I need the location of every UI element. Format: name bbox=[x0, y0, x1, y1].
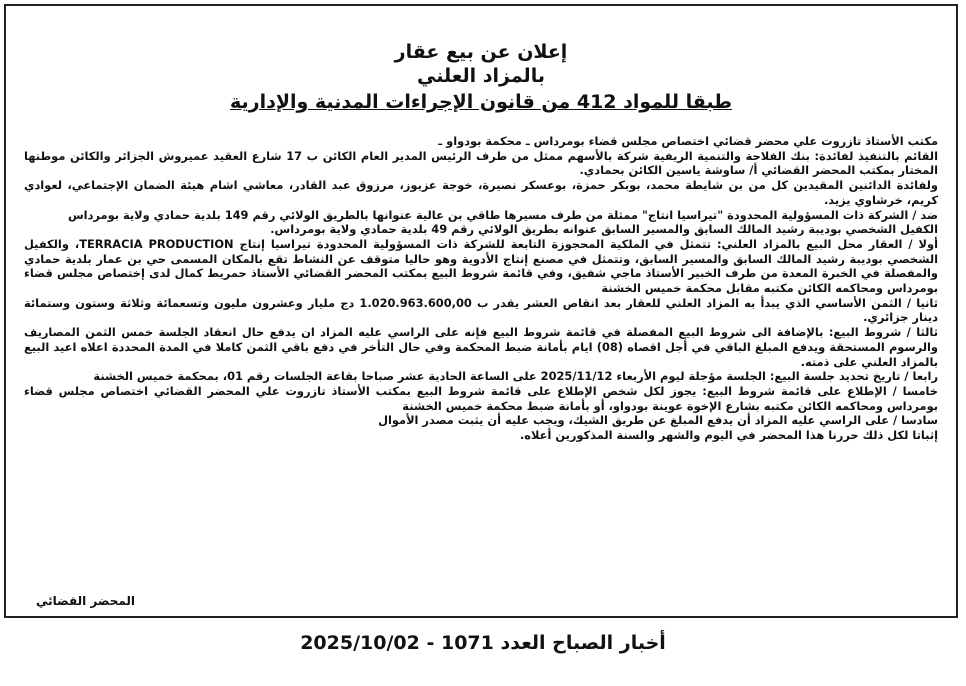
paragraph-creditor: القائم بالتنفيذ لفائدة: بنك الفلاحة والتنمية الريفية شركة بالأسهم ممثل من طرف الرئيس المدير العام الكائن ب 17 شارع العقيد عميروش الجزائر والكائن موطنها المختار بمكتب المحضر القضائي أ/ ساوشة ياسين الكائن بحمادي. bbox=[24, 148, 938, 178]
paragraph-bailiff-office: مكتب الأستاذ تازروت علي محضر قضائي اختصاص مجلس قضاء بومرداس ـ محكمة بودواو ـ bbox=[438, 134, 938, 148]
paragraph-property: أولا / العقار محل البيع بالمزاد العلني: تتمثل في الملكية المحجوزة التابعة للشركة ذات المسؤولية المحدودة تيراسيا إنتاج TERRACIA PRODUCTION، والكفيل الشخصي بوديبة رشيد المالك السابق والمسير السابق، وتتمثل في مصنع إنتاج الأدوية وهو حاليا متوقف عن النشاط تقع بالمكان المسمى حي بن عمار بلدية حمادي والمفصلة في الخبرة المعدة من طرف الخبير الأستاذ ماجي شفيق، وفي قائمة شروط البيع بمكتب المحضر القضائي الأستاذ حمريط كمال لدى إختصاص مجلس قضاء بومرداس ومحاكمه الكائن مكتبه مقابل محكمة خميس الخشنة bbox=[24, 236, 938, 296]
paragraph-guarantor: الكفيل الشخصي بوديبة رشيد المالك السابق والمسير السابق عنوانه بطريق الولائي رقم 49 بلدية حمادي ولاية بومرداس. bbox=[270, 222, 938, 237]
notice-title: إعلان عن بيع عقار bbox=[394, 41, 568, 63]
paragraph-consultation: خامسا / الإطلاع على قائمة شروط البيع: يجوز لكل شخص الإطلاع على قائمة شروط البيع بمكتب الأستاذ تازروت علي المحضر القضائي اختصاص مجلس قضاء بومرداس ومحاكمه الكائن مكتبه بشارع الإخوة عوينة بودواو، أو بأمانة ضبط محكمة خميس الخشنة bbox=[24, 383, 938, 413]
notice-body bbox=[24, 134, 938, 443]
paragraph-sale-conditions: ثالثا / شروط البيع: بالإضافة الى شروط البيع المفصلة في قائمة شروط البيع فإنه على الراسي عليه المزاد ان يدفع حال انعقاد الجلسة خمس الثمن المصاريف والرسوم المستحقة ويدفع المبلغ الباقي في أجل اقصاه (08) ايام بأمانة ضبط المحكمة وفي حال التأخر في دفع باقي الثمن كاملا في المدة المحددة اعلاه اعيد البيع بالمزاد العلني على ذمته. bbox=[24, 325, 938, 369]
paragraph-debtor-company: ضد / الشركة ذات المسؤولية المحدودة "تيراسيا انتاج" ممثلة من طرف مسيرها طاقي بن عالية عنوانها بالطريق الولائي رقم 149 بلدية حمادي ولاية بومرداس bbox=[67, 207, 938, 222]
paragraph-payment: سادسا / على الراسي عليه المزاد أن يدفع المبلغ عن طريق الشيك، ويجب عليه أن يثبت مصدر الأموال bbox=[378, 413, 938, 428]
paragraph-session-date: رابعا / تاريخ تحديد جلسة البيع: الجلسة مؤجلة ليوم الأربعاء 2025/11/12 على الساعة الحادية عشر صباحا بقاعة الجلسات رقم 01، بمحكمة خميس الخشنة bbox=[93, 369, 938, 384]
signature: المحضر القضائي bbox=[36, 594, 136, 608]
notice-frame bbox=[4, 4, 958, 618]
notice-subtitle: بالمزاد العلني bbox=[417, 65, 545, 87]
paragraph-registered-creditors: ولفائدة الدائنين المقيدين كل من بن شايطة محمد، بوبكر حمزة، بوعسكر نصيرة، خوجة عزيوز، مرزوق عبد القادر، معاشي اشام هيئة الضمان الإجتماعي، لعوادي كريم، خرشاوي يزيد. bbox=[24, 178, 938, 207]
paragraph-attestation: إثباتا لكل ذلك حررنا هذا المحضر في اليوم والشهر والسنة المذكورين أعلاه. bbox=[519, 428, 938, 443]
notice-header bbox=[6, 40, 956, 116]
paragraph-base-price: ثانيا / الثمن الأساسي الذي يبدأ به المزاد العلني للعقار بعد انقاص العشر يقدر ب 1.020.963.600,00 دج مليار وعشرون مليون وتسعمائة وثلاثة وستون وستمائة دينار جزائري. bbox=[24, 295, 938, 325]
publication-footer: أخبار الصباح العدد 1071 - 2025/10/02 bbox=[300, 632, 666, 654]
notice-legal-reference: طبقا للمواد 412 من قانون الإجراءات المدنية والإدارية bbox=[229, 91, 733, 113]
